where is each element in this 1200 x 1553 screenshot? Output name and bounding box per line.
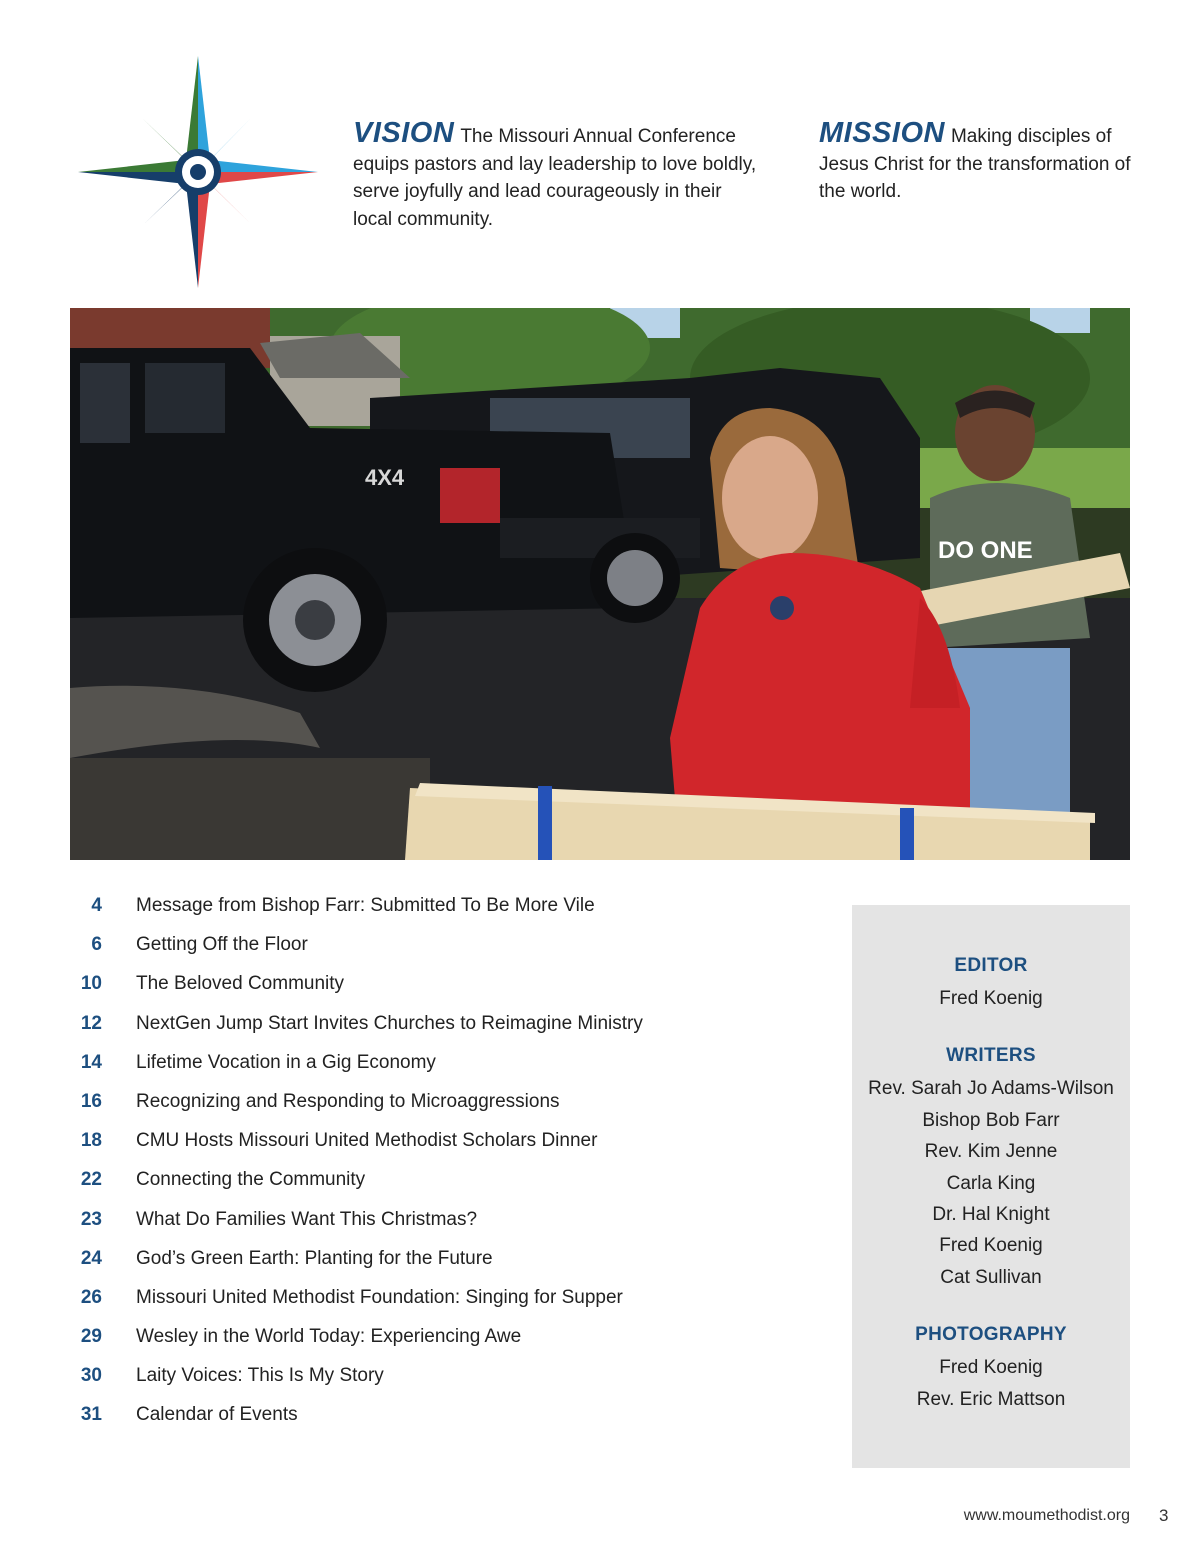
toc-title: Missouri United Methodist Foundation: Singing for Supper: [136, 1286, 623, 1308]
toc-page-number: 23: [80, 1208, 102, 1230]
writer-name: Rev. Kim Jenne: [924, 1141, 1058, 1163]
toc-page-number: 12: [80, 1012, 102, 1034]
writer-name: Rev. Sarah Jo Adams-Wilson: [868, 1078, 1114, 1100]
volunteers-photo: [70, 308, 1130, 860]
toc-item[interactable]: [70, 1209, 810, 1248]
photographer-name: Fred Koenig: [939, 1357, 1043, 1379]
toc-title: God’s Green Earth: Planting for the Future: [136, 1247, 493, 1269]
table-of-contents: [70, 895, 810, 1444]
footer-website-link[interactable]: www.moumethodist.org: [963, 1507, 1130, 1524]
toc-page-number: 18: [80, 1130, 102, 1152]
toc-page-number: 4: [91, 895, 102, 916]
writer-name: Bishop Bob Farr: [922, 1109, 1060, 1131]
toc-title: Lifetime Vocation in a Gig Economy: [136, 1051, 436, 1073]
shirt-text: DO ONE: [938, 537, 1033, 564]
toc-title: NextGen Jump Start Invites Churches to Reimagine Ministry: [136, 1012, 643, 1034]
toc-page-number: 29: [80, 1326, 102, 1348]
toc-page-number: 22: [80, 1169, 102, 1191]
toc-page-number: 10: [80, 973, 102, 995]
toc-item[interactable]: [70, 1365, 810, 1404]
toc-page-number: 31: [80, 1404, 102, 1426]
toc-page-number: 14: [80, 1051, 102, 1073]
toc-title: Getting Off the Floor: [136, 934, 308, 956]
toc-page-number: 6: [91, 934, 102, 956]
writers-heading: WRITERS: [946, 1045, 1036, 1067]
vision-keyword: VISION: [353, 117, 455, 149]
toc-item[interactable]: [70, 1248, 810, 1287]
page-number: 3: [1159, 1506, 1169, 1525]
editor-heading: EDITOR: [954, 955, 1028, 976]
toc-title: Connecting the Community: [136, 1169, 366, 1191]
toc-item[interactable]: [70, 1091, 810, 1130]
mission-text: Making disciples of Jesus Christ for the transformation of the world.: [819, 126, 1131, 202]
toc-item[interactable]: [70, 1013, 810, 1052]
toc-page-number: 26: [80, 1286, 102, 1308]
toc-title: Message from Bishop Farr: Submitted To Be More Vile: [136, 895, 595, 916]
editor-name: Fred Koenig: [939, 988, 1043, 1009]
toc-item[interactable]: [70, 934, 810, 973]
toc-item[interactable]: [70, 1052, 810, 1091]
toc-page-number: 16: [80, 1090, 102, 1112]
photography-section: [852, 1324, 1130, 1415]
toc-title: Calendar of Events: [136, 1404, 298, 1426]
toc-title: CMU Hosts Missouri United Methodist Scholars Dinner: [136, 1130, 598, 1152]
toc-title: The Beloved Community: [136, 973, 345, 995]
mission-statement: [819, 117, 1144, 206]
writer-name: Fred Koenig: [939, 1235, 1043, 1257]
toc-page-number: 30: [80, 1365, 102, 1387]
toc-item[interactable]: [70, 973, 810, 1012]
toc-title: Laity Voices: This Is My Story: [136, 1365, 384, 1387]
toc-title: Wesley in the World Today: Experiencing Awe: [136, 1326, 522, 1348]
photography-heading: PHOTOGRAPHY: [915, 1324, 1067, 1346]
toc-item[interactable]: [70, 1169, 810, 1208]
toc-item[interactable]: [70, 1404, 810, 1443]
toc-item[interactable]: [70, 895, 810, 934]
toc-item[interactable]: [70, 1287, 810, 1326]
toc-item[interactable]: [70, 1326, 810, 1365]
vision-text: The Missouri Annual Conference equips pastors and lay leadership to love boldly, serve joyfully and lead courageously in their local community.: [353, 126, 757, 230]
toc-title: What Do Families Want This Christmas?: [136, 1208, 478, 1230]
credits-panel: [852, 905, 1130, 1468]
compass-star-icon: [76, 54, 320, 290]
writers-section: [852, 1045, 1130, 1293]
truck-badge: 4X4: [365, 465, 405, 490]
photographer-name: Rev. Eric Mattson: [916, 1388, 1066, 1410]
writer-name: Cat Sullivan: [940, 1266, 1042, 1288]
toc-page-number: 24: [80, 1247, 102, 1269]
vision-statement: [353, 117, 763, 233]
compass-star-logo: [76, 54, 320, 290]
toc-item[interactable]: [70, 1130, 810, 1169]
editor-section: [852, 905, 1130, 1014]
writer-name: Dr. Hal Knight: [932, 1204, 1050, 1226]
writer-name: Carla King: [946, 1172, 1036, 1194]
mission-keyword: MISSION: [819, 117, 945, 149]
toc-title: Recognizing and Responding to Microaggressions: [136, 1090, 560, 1112]
